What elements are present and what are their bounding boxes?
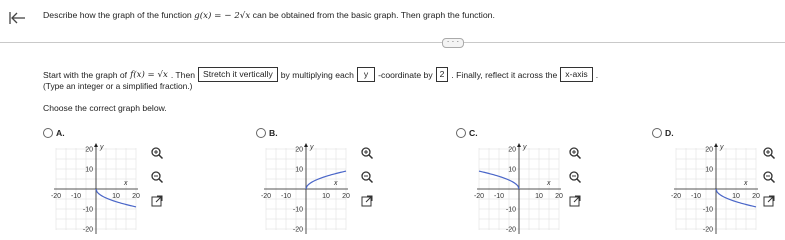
statement-part4: -coordinate by [378,69,433,80]
statement-part1: Start with the graph of [43,69,128,80]
option-b-radio[interactable] [256,128,266,138]
y-tick-label: -10 [82,206,93,214]
y-tick-label: 20 [705,146,713,154]
option-a[interactable] [43,128,65,138]
zoom-in-icon[interactable] [762,146,776,160]
y-tick-label: 10 [508,166,516,174]
option-b-label: B. [269,128,278,138]
question-text [43,10,495,21]
y-tick-label: 20 [508,146,516,154]
x-tick-label: -10 [280,193,292,200]
y-axis-label: y [720,144,724,151]
y-axis-label: y [100,144,104,151]
y-tick-label: -20 [292,226,303,234]
y-tick-label: -20 [505,226,516,234]
option-b[interactable] [256,128,278,138]
graph-option-b [262,142,350,236]
x-tick-label: -10 [493,193,505,200]
option-c-radio[interactable] [456,128,466,138]
x-tick-label: -20 [50,193,62,200]
choose-prompt: Choose the correct graph below. [43,103,167,113]
transformation-dropdown[interactable]: Stretch it vertically [198,67,278,82]
x-tick-label: 20 [132,193,140,200]
y-tick-label: -10 [702,206,713,214]
external-link-icon[interactable] [568,194,582,208]
basic-function: f(x) = √x [130,69,168,80]
statement-part5: . Finally, reflect it across the [451,69,558,80]
option-c[interactable] [456,128,478,138]
external-link-icon[interactable] [762,194,776,208]
y-tick-label: -20 [82,226,93,234]
y-axis-label: y [310,144,314,151]
x-axis-label: x [124,180,128,187]
option-c-label: C. [469,128,478,138]
y-axis-arrow [517,143,521,147]
statement-part6: . [595,69,599,80]
y-axis-arrow [94,143,98,147]
option-d[interactable] [652,128,674,138]
x-tick-label: -10 [690,193,702,200]
question-tail: can be obtained from the basic graph. Then graph the function. [252,10,495,20]
zoom-out-icon[interactable] [568,170,582,184]
question-lead: Describe how the graph of the function [43,10,192,20]
divider [0,42,785,43]
y-tick-label: -20 [702,226,713,234]
x-tick-label: 20 [555,193,563,200]
back-arrow-icon[interactable] [8,10,26,26]
x-axis-label: x [744,180,748,187]
graph-option-d [672,142,760,236]
x-tick-label: 10 [322,193,330,200]
y-tick-label: 10 [705,166,713,174]
zoom-in-icon[interactable] [568,146,582,160]
x-axis-label: x [547,180,551,187]
coordinate-dropdown[interactable]: y [357,67,375,82]
y-axis-arrow [304,143,308,147]
answer-statement [43,67,598,82]
x-tick-label: 20 [752,193,760,200]
y-tick-label: -10 [505,206,516,214]
y-axis-label: y [523,144,527,151]
zoom-out-icon[interactable] [150,170,164,184]
x-tick-label: 10 [535,193,543,200]
y-tick-label: -10 [292,206,303,214]
zoom-in-icon[interactable] [150,146,164,160]
external-link-icon[interactable] [360,194,374,208]
x-tick-label: 10 [112,193,120,200]
graph-option-a [52,142,140,236]
y-axis-arrow [714,143,718,147]
statement-part3: by multiplying each [280,69,354,80]
x-axis-label: x [334,180,338,187]
y-tick-label: 10 [85,166,93,174]
option-a-radio[interactable] [43,128,53,138]
option-d-label: D. [665,128,674,138]
y-tick-label: 10 [295,166,303,174]
input-hint: (Type an integer or a simplified fraction.) [43,81,193,91]
x-tick-label: 20 [342,193,350,200]
zoom-in-icon[interactable] [360,146,374,160]
more-button[interactable]: · · · [442,38,464,48]
reflection-axis-dropdown[interactable]: x-axis [560,67,592,82]
x-tick-label: -20 [260,193,272,200]
y-tick-label: 20 [85,146,93,154]
x-tick-label: -20 [473,193,485,200]
graph-option-c [475,142,563,236]
zoom-out-icon[interactable] [762,170,776,184]
statement-part2: . Then [170,69,196,80]
x-tick-label: -10 [70,193,82,200]
option-d-radio[interactable] [652,128,662,138]
x-tick-label: 10 [732,193,740,200]
zoom-out-icon[interactable] [360,170,374,184]
external-link-icon[interactable] [150,194,164,208]
function-expression: g(x) = − 2√x [194,11,251,21]
option-a-label: A. [56,128,65,138]
factor-input[interactable]: 2 [436,67,449,82]
x-tick-label: -20 [670,193,682,200]
y-tick-label: 20 [295,146,303,154]
